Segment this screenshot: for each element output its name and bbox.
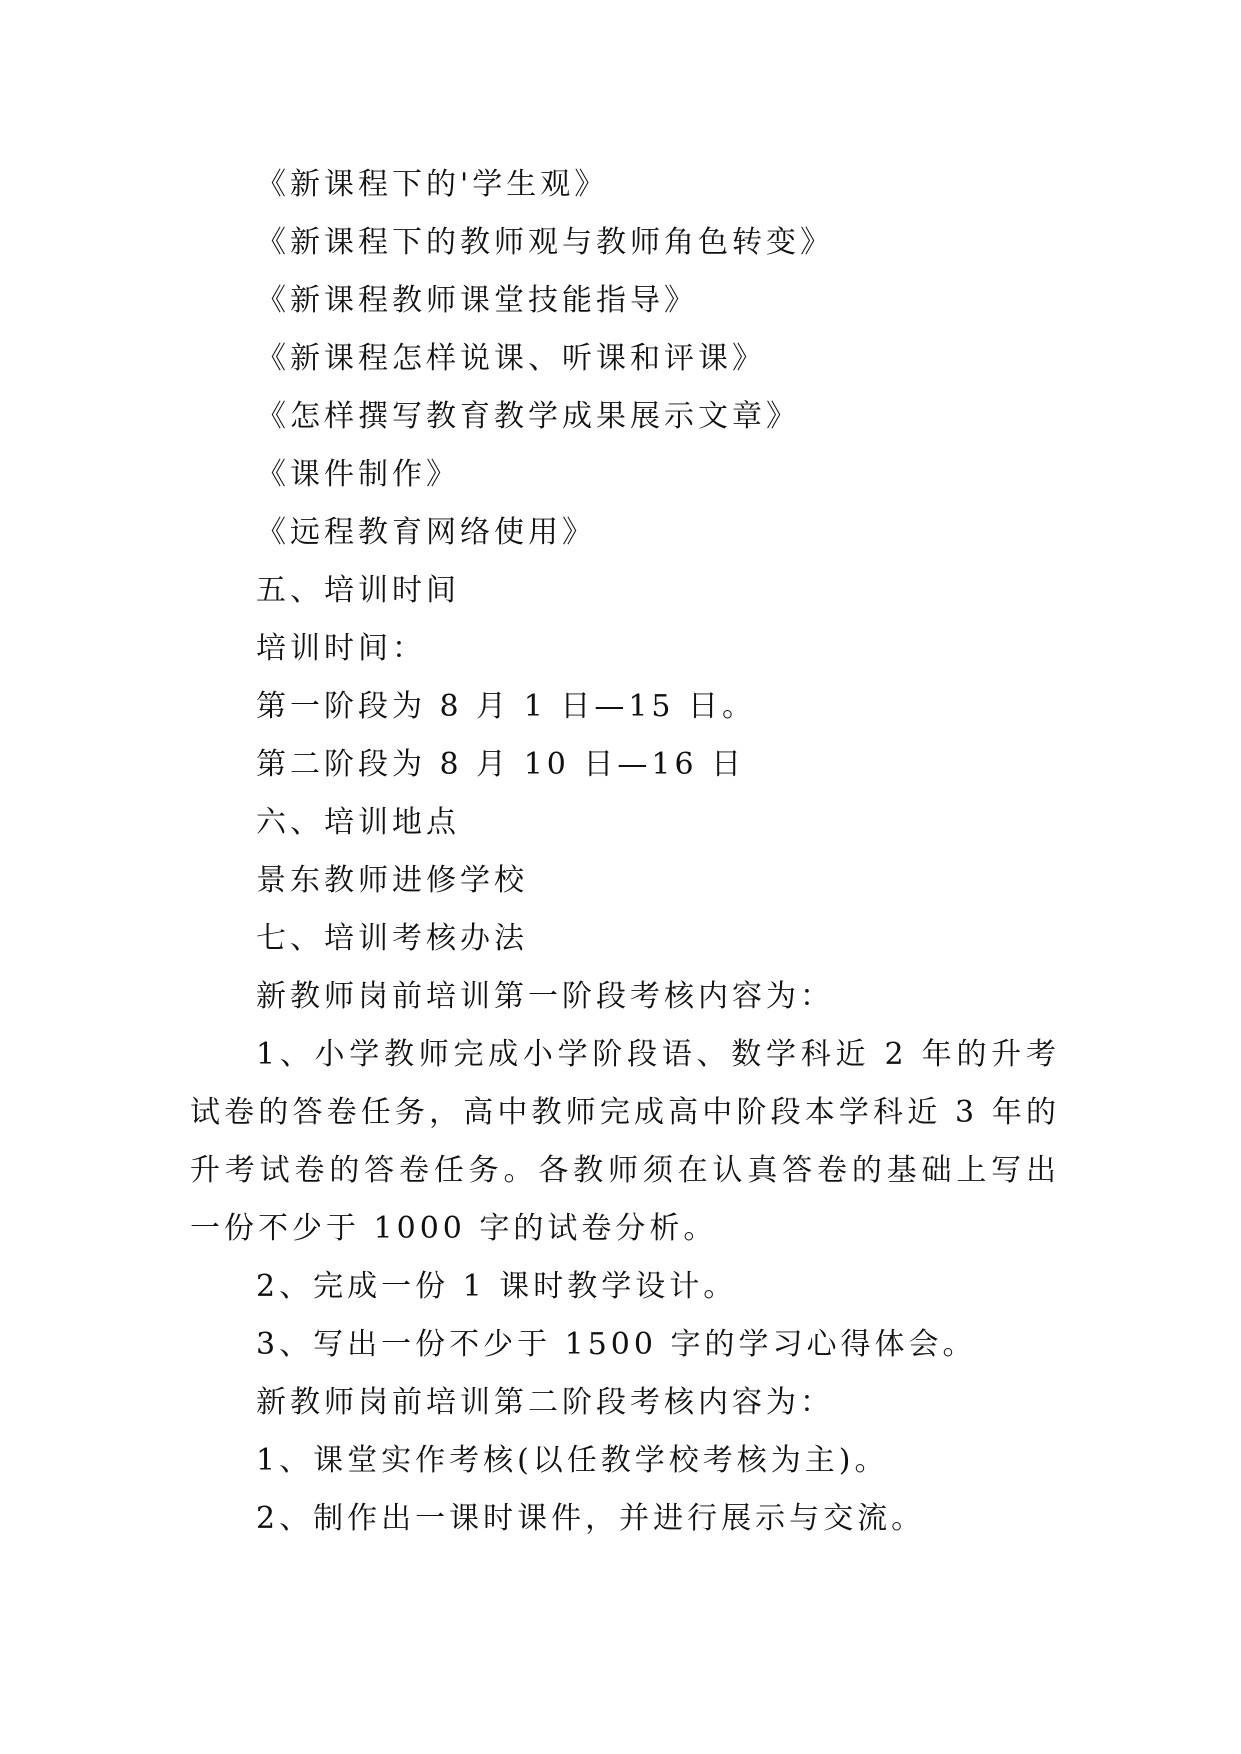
phase-one-assessment-heading: 新教师岗前培训第一阶段考核内容为： [256, 979, 834, 1014]
course-title-4: 《新课程怎样说课、听课和评课》 [256, 341, 766, 376]
phase-two-assessment-heading: 新教师岗前培训第二阶段考核内容为： [256, 1385, 834, 1420]
course-title-2: 《新课程下的教师观与教师角色转变》 [256, 225, 834, 260]
section-heading-training-location: 六、培训地点 [256, 805, 460, 840]
document-body [190, 156, 1060, 1548]
assessment-item-3: 3、写出一份不少于 1500 字的学习心得体会。 [256, 1327, 977, 1362]
course-title-1: 《新课程下的'学生观》 [256, 167, 609, 202]
phase-two-item-2: 2、制作出一课时课件，并进行展示与交流。 [256, 1501, 926, 1536]
phase-one-dates: 第一阶段为 8 月 1 日—15 日。 [256, 689, 757, 724]
course-title-3: 《新课程教师课堂技能指导》 [256, 283, 698, 318]
training-time-label: 培训时间： [256, 631, 426, 666]
assessment-item-paragraph: 1、小学教师完成小学阶段语、数学科近 2 年的升考试卷的答卷任务，高中教师完成高中阶段本学科近 3 年的升考试卷的答卷任务。各教师须在认真答卷的基础上写出一份不少于 1000 字的试卷分析。 [190, 1037, 1060, 1246]
training-location: 景东教师进修学校 [256, 863, 528, 898]
phase-two-dates: 第二阶段为 8 月 10 日—16 日 [256, 747, 746, 782]
course-title-7: 《远程教育网络使用》 [256, 515, 596, 550]
section-heading-assessment: 七、培训考核办法 [256, 921, 528, 956]
course-title-5: 《怎样撰写教育教学成果展示文章》 [256, 399, 800, 434]
course-title-6: 《课件制作》 [256, 457, 460, 492]
assessment-item-2: 2、完成一份 1 课时教学设计。 [256, 1269, 738, 1304]
section-heading-training-time: 五、培训时间 [256, 573, 460, 608]
phase-two-item-1: 1、课堂实作考核(以任教学校考核为主)。 [256, 1443, 889, 1478]
